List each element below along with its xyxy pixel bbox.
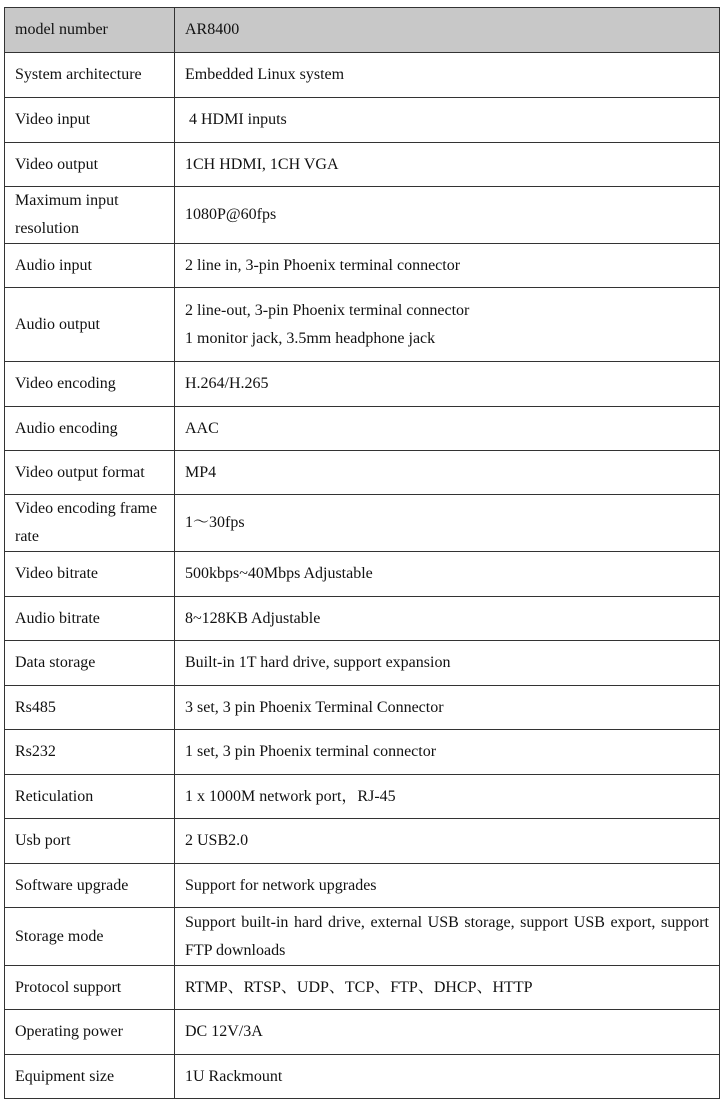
row-label: Protocol support [5, 966, 175, 1010]
row-value-line: 2 line in, 3-pin Phoenix terminal connector [185, 256, 461, 274]
row-value [175, 187, 720, 244]
row-value [175, 908, 720, 966]
row-value-line: 1 monitor jack, 3.5mm headphone jack [185, 329, 436, 347]
row-value [175, 98, 720, 143]
row-label: Data storage [5, 641, 175, 686]
table-row [5, 730, 720, 775]
row-value [175, 597, 720, 641]
spec-table [4, 7, 720, 1099]
row-label: Usb port [5, 819, 175, 864]
row-value-line: 1080P@60fps [185, 206, 277, 223]
row-value [175, 53, 720, 98]
row-value-line: AAC [185, 419, 219, 437]
row-value-line: 1CH HDMI, 1CH VGA [185, 155, 339, 173]
row-label: Video encoding frame rate [5, 495, 175, 552]
table-row [5, 244, 720, 288]
row-label: System architecture [5, 53, 175, 98]
row-value [175, 495, 720, 552]
row-value-line: 1 set, 3 pin Phoenix terminal connector [185, 743, 437, 760]
row-value [175, 288, 720, 362]
row-value-line: Embedded Linux system [185, 66, 345, 83]
row-label: Equipment size [5, 1055, 175, 1099]
row-label: Reticulation [5, 775, 175, 819]
table-header-row [5, 8, 720, 53]
row-value [175, 451, 720, 495]
row-value-line: RTMP、RTSP、UDP、TCP、FTP、DHCP、HTTP [185, 978, 533, 996]
table-row [5, 407, 720, 451]
table-row [5, 908, 720, 966]
table-row [5, 1010, 720, 1055]
row-value [175, 775, 720, 819]
row-label: Audio output [5, 288, 175, 362]
table-row [5, 187, 720, 244]
row-value [175, 730, 720, 775]
table-row [5, 143, 720, 187]
row-value [175, 552, 720, 597]
table-row [5, 288, 720, 362]
row-value-line: DC 12V/3A [185, 1023, 263, 1040]
row-value-line: 1～30fps [185, 514, 245, 531]
table-row [5, 53, 720, 98]
row-label: Video output [5, 143, 175, 187]
row-value-line: 3 set, 3 pin Phoenix Terminal Connector [185, 698, 444, 716]
row-label: Audio input [5, 244, 175, 288]
row-label: Rs232 [5, 730, 175, 775]
row-value [175, 641, 720, 686]
row-value [175, 362, 720, 407]
table-row [5, 552, 720, 597]
table-row [5, 597, 720, 641]
row-value-line: 8~128KB Adjustable [185, 609, 321, 627]
row-value [175, 1055, 720, 1099]
row-label: Maximum input resolution [5, 187, 175, 244]
row-value-line: 2 USB2.0 [185, 832, 249, 849]
row-value [175, 143, 720, 187]
row-value [175, 244, 720, 288]
row-value [175, 966, 720, 1010]
table-row [5, 686, 720, 730]
row-value-line: 4 HDMI inputs [185, 111, 287, 128]
row-value [175, 864, 720, 908]
row-value-line: Support for network upgrades [185, 876, 377, 894]
table-row [5, 966, 720, 1010]
table-row [5, 451, 720, 495]
table-row [5, 864, 720, 908]
table-row [5, 775, 720, 819]
model-number-value: AR8400 [175, 8, 720, 53]
row-label: Video encoding [5, 362, 175, 407]
row-value [175, 686, 720, 730]
row-label: Software upgrade [5, 864, 175, 908]
row-value [175, 1010, 720, 1055]
row-value [175, 407, 720, 451]
row-label: Rs485 [5, 686, 175, 730]
row-label: Video input [5, 98, 175, 143]
table-row [5, 1055, 720, 1099]
row-label: Audio bitrate [5, 597, 175, 641]
row-label: Storage mode [5, 908, 175, 966]
row-label: Video bitrate [5, 552, 175, 597]
row-label: Video output format [5, 451, 175, 495]
row-value-line: Support built-in hard drive, external USB storage, support USB export, support FTP downloads [185, 913, 709, 959]
row-value-line: 2 line-out, 3-pin Phoenix terminal connector [185, 301, 470, 319]
table-row [5, 819, 720, 864]
table-row [5, 362, 720, 407]
row-value-line: H.264/H.265 [185, 375, 269, 392]
table-row [5, 98, 720, 143]
row-value-line: Built-in 1T hard drive, support expansion [185, 654, 451, 671]
row-value-line: 1 x 1000M network port，RJ-45 [185, 787, 396, 805]
row-value [175, 819, 720, 864]
table-row [5, 495, 720, 552]
row-label: Operating power [5, 1010, 175, 1055]
row-value-line: MP4 [185, 463, 217, 481]
row-label: Audio encoding [5, 407, 175, 451]
model-number-label: model number [5, 8, 175, 53]
row-value-line: 1U Rackmount [185, 1067, 283, 1085]
table-row [5, 641, 720, 686]
row-value-line: 500kbps~40Mbps Adjustable [185, 565, 373, 582]
